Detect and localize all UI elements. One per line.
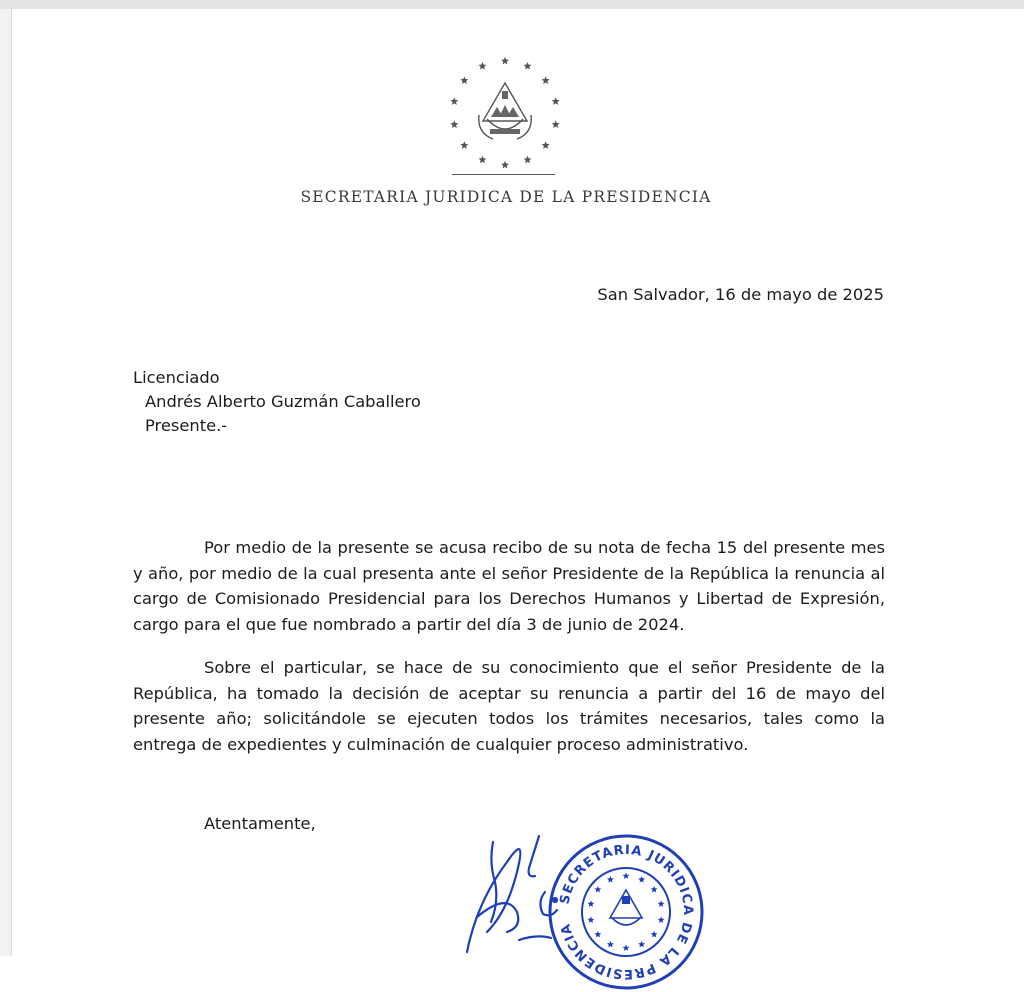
closing-line: Atentamente, [204,814,316,833]
svg-text:SECRETARIA JURIDICA DE LA PRES: SECRETARIA JURIDICA DE LA PRESIDENCIA [557,842,696,982]
stamp-star-icon [638,941,645,948]
emblem-star-icon [524,62,532,70]
emblem-star-icon [478,156,486,164]
emblem-star-icon [524,156,532,164]
emblem-star-icon [542,76,550,84]
emblem-star-icon [450,97,458,105]
emblem-star-icon [460,76,468,84]
stamp-star-icon [623,944,630,951]
stamp-star-icon [651,931,658,938]
emblem-star-icon [450,120,458,128]
emblem-star-icon [478,62,486,70]
body-paragraph: Por medio de la presente se acusa recibo de su nota de fecha 15 del presente mes y año, por medio de la cual presenta ante el señor Presidente de la República la renuncia al cargo de Comisionado Presidencial para los Derechos Humanos y Libertad de Expresión, cargo para el que fue nombrado a partir del día 3 de junio de 2024. [133,538,885,634]
emblem-star-icon [460,141,468,149]
stamp-star-icon [587,916,594,923]
stamp-star-icon [658,900,665,907]
stamp-star-icon [638,876,645,883]
scan-left-edge [0,9,12,956]
stamp-star-icon [607,876,614,883]
body-paragraph: Sobre el particular, se hace de su conocimiento que el señor Presidente de la República, ha tomado la decisión de aceptar su renuncia a partir del 16 de mayo del presente año; solicitándole se ejecuten todos los trámites necesarios, tales como la entrega de expedientes y culminación de cualquier proceso administrativo. [133,658,885,754]
addressee-presente: Presente.- [145,416,228,435]
stamp-star-icon [651,886,658,893]
coat-of-arms-icon [447,55,563,171]
office-heading: SECRETARIA JURIDICA DE LA PRESIDENCIA [300,188,712,206]
stamp-star-icon [658,916,665,923]
stamp-star-icon [594,931,601,938]
stamp-star-icon [607,941,614,948]
addressee-title: Licenciado [133,368,220,387]
emblem-star-icon [552,97,560,105]
emblem-star-icon [552,120,560,128]
letterhead-rule [452,174,555,175]
addressee-block [133,366,421,438]
scan-top-edge [0,0,1024,9]
addressee-name: Andrés Alberto Guzmán Caballero [145,392,421,411]
date-line: San Salvador, 16 de mayo de 2025 [597,285,884,304]
stamp-star-icon [587,900,594,907]
emblem-star-icon [501,161,509,169]
stamp-star-icon [594,886,601,893]
stamp-star-icon [623,872,630,879]
official-stamp-icon [546,832,706,992]
emblem-star-icon [542,141,550,149]
emblem-star-icon [501,57,509,65]
